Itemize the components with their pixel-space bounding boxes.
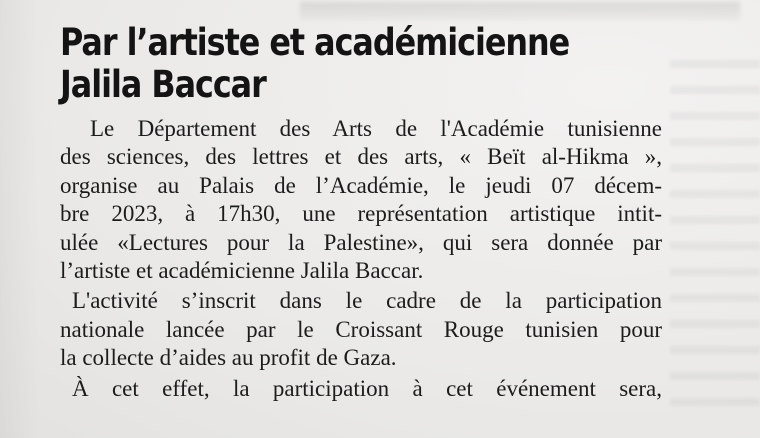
text-line: la collecte d’aides au profit de Gaza. [60,345,397,371]
text-line: l’artiste et académicienne Jalila Baccar. [60,258,424,284]
text-line: Le Département des Arts de l'Académie tunisienne [90,116,662,141]
paragraph [60,287,662,372]
text-line: À cet effet, la participation à cet événement sera, [72,375,662,401]
paragraph [60,375,662,403]
article-headline [60,22,569,106]
headline-line: Jalila Baccar [60,63,266,106]
text-line: L'activité s’inscrit dans le cadre de la participation [72,288,662,314]
text-line: organise au Palais de l’Académie, le jeudi 07 décem- [60,172,662,198]
text-line: bre 2023, à 17h30, une représentation artistique intit- [60,201,662,227]
text-line: nationale lancée par le Croissant Rouge tunisien pour [60,316,662,342]
headline-line: Par l’artiste et académicienne [60,21,570,64]
text-line: des sciences, des lettres et des arts, « Beït al-Hikma », [60,144,662,170]
print-bleed-through [300,2,740,20]
text-line: ulée «Lectures pour la Palestine», qui sera donnée par [60,229,662,255]
paragraph [60,115,662,285]
article-body [60,115,662,403]
print-bleed-through-right [670,60,760,420]
